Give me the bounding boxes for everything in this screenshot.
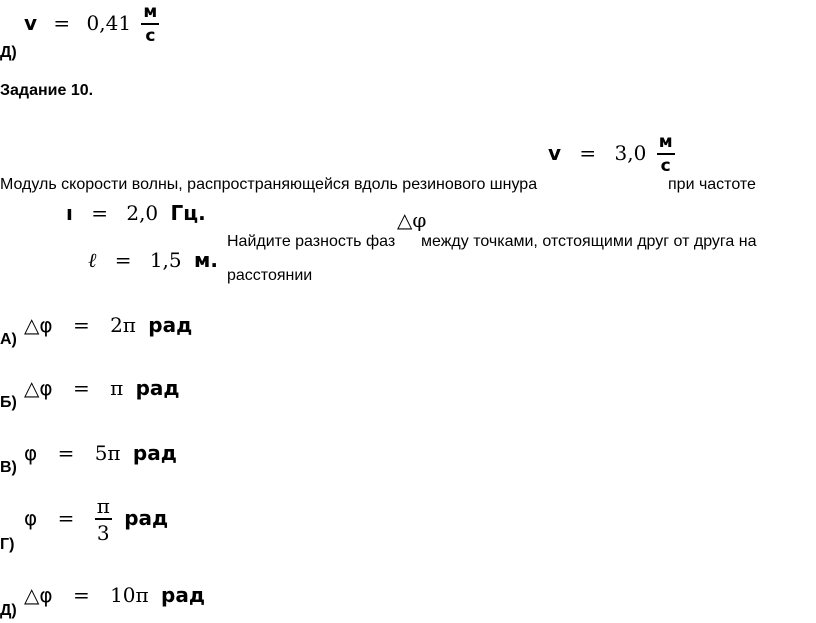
option-value: π (110, 376, 124, 400)
option-eq: = (57, 441, 75, 465)
fraction-denominator: 3 (96, 521, 110, 545)
option-b-letter: Б) (0, 394, 17, 411)
option-unit: рад (135, 376, 180, 400)
unit-fraction (141, 4, 159, 45)
formula-var: v (548, 141, 562, 165)
formula-var: v (24, 11, 38, 35)
distance-formula (88, 248, 218, 273)
option-fraction (95, 496, 112, 543)
option-b-formula (24, 376, 180, 400)
speed-formula (548, 134, 675, 175)
option-eq: = (72, 583, 90, 607)
option-lhs: △φ (24, 313, 53, 337)
task-text-distance: расстоянии (227, 267, 313, 284)
prev-answer-formula (24, 4, 159, 45)
unit-denominator: с (660, 156, 671, 176)
task-title: Задание 10. (0, 82, 94, 99)
task-text-find-phase: Найдите разность фаз (227, 233, 396, 250)
option-lhs: △φ (24, 376, 53, 400)
option-a-letter: А) (0, 331, 17, 348)
formula-value: 2,0 (126, 201, 159, 225)
formula-var: ℓ (88, 248, 97, 272)
fraction-numerator: π (96, 494, 110, 518)
formula-eq: = (53, 11, 71, 35)
formula-eq: = (579, 141, 597, 165)
option-lhs: △φ (24, 583, 53, 607)
option-lhs: φ (24, 441, 38, 465)
option-lhs: φ (24, 506, 38, 530)
option-unit: рад (124, 506, 169, 530)
option-unit: рад (132, 441, 177, 465)
option-d-letter: Д) (0, 602, 17, 619)
formula-unit: Гц. (170, 201, 206, 225)
formula-eq: = (91, 201, 108, 225)
unit-denominator: с (145, 26, 156, 46)
prev-answer-letter: Д) (0, 44, 17, 61)
option-eq: = (72, 313, 90, 337)
formula-unit: м. (194, 248, 218, 272)
formula-eq: = (114, 248, 132, 272)
frequency-formula (66, 201, 206, 225)
option-a-formula (24, 313, 192, 337)
task-text-between-points: между точками, отстоящими друг от друга на (421, 233, 757, 250)
formula-value: 0,41 (86, 11, 132, 35)
option-unit: рад (148, 313, 193, 337)
option-value: 5π (94, 441, 121, 465)
option-value: 10π (110, 583, 149, 607)
unit-numerator: м (141, 4, 159, 25)
unit-numerator: м (657, 134, 675, 155)
formula-var: ı (66, 201, 73, 225)
option-v-letter: В) (0, 459, 17, 476)
option-unit: рад (161, 583, 205, 607)
option-value: 2π (110, 313, 136, 337)
phase-difference-symbol: △φ (397, 208, 427, 232)
option-eq: = (57, 506, 75, 530)
formula-value: 1,5 (149, 248, 182, 272)
option-eq: = (72, 376, 90, 400)
task-text-line1: Модуль скорости волны, распространяющейся вдоль резинового шнура (0, 176, 538, 193)
unit-fraction (657, 134, 675, 175)
formula-value: 3,0 (614, 141, 647, 165)
option-g-letter: Г) (0, 536, 15, 553)
task-text-frequency-intro: при частоте (668, 176, 756, 193)
option-g-formula (24, 496, 168, 543)
option-v-formula (24, 441, 177, 465)
option-d-formula (24, 583, 205, 607)
